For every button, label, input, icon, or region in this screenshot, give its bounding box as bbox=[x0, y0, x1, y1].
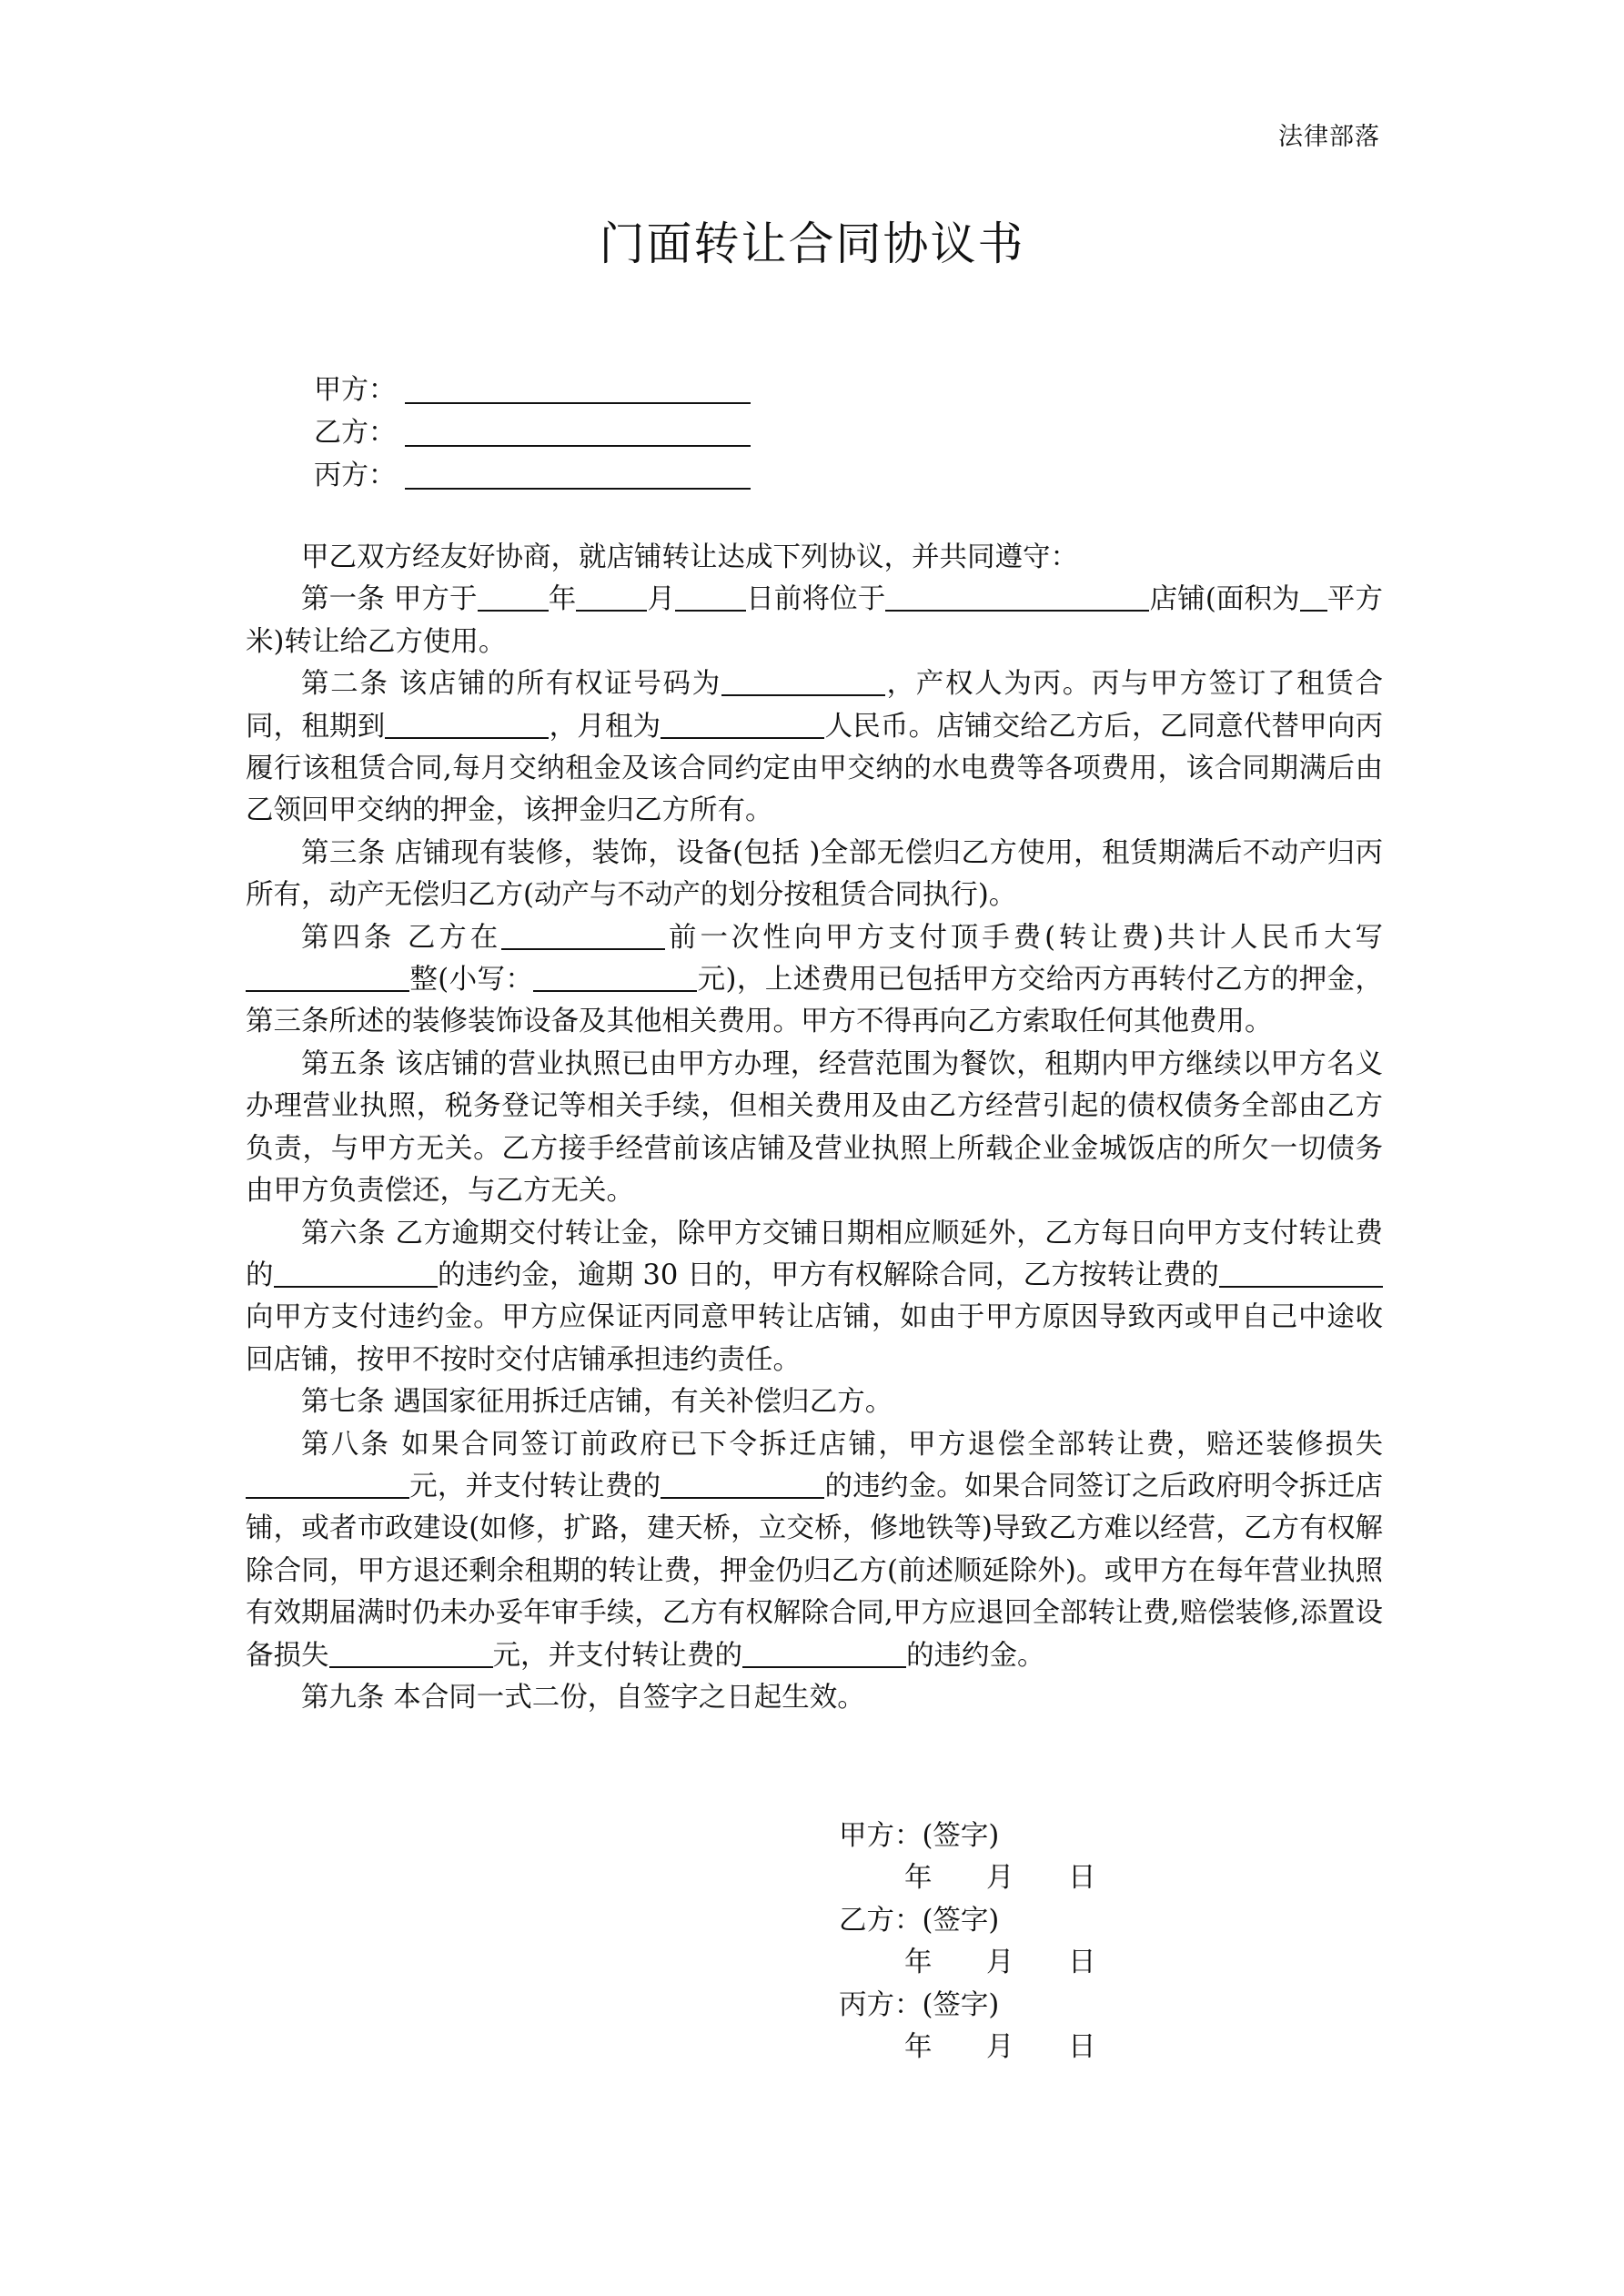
article-7: 第七条 遇国家征用拆迁店铺，有关补偿归乙方。 bbox=[301, 1386, 893, 1419]
article-8 bbox=[246, 1424, 1383, 1677]
article-8-text: 的违约金。如果合同签订之后政府明令拆迁店铺，或者市政建设(如修，扩路，建天桥，立交桥，修地铁等)导致乙方难以经营，乙方有权解除合同，甲方退还剩余租期的转让费，押金仍归乙方(前述顺延除外)。或甲方在每年营业执照有效期届满时仍未办妥年审手续，乙方有权解除合同,甲方应退回全部转让费,赔偿装修,添置设备损失 bbox=[246, 1470, 1384, 1672]
location-blank[interactable] bbox=[885, 581, 1149, 612]
party-a-blank[interactable] bbox=[405, 373, 751, 404]
contract-body bbox=[246, 537, 1383, 1719]
article-2-text: ，产权人为丙。丙与甲方签订了租赁合同，租期到 bbox=[246, 668, 1384, 743]
daily-penalty-blank[interactable] bbox=[274, 1257, 438, 1288]
year-label: 年 bbox=[904, 2031, 933, 2064]
party-c-row bbox=[314, 454, 751, 497]
party-c-label: 丙方： bbox=[314, 460, 396, 491]
payment-date-blank[interactable] bbox=[501, 919, 665, 950]
signature-block bbox=[839, 1816, 1150, 2068]
article-6-text: 向甲方支付违约金。甲方应保证丙同意甲转让店铺，如由于甲方原因导致丙或甲自己中途收回店铺，按甲不按时交付店铺承担违约责任。 bbox=[246, 1301, 1383, 1376]
article-1-text: 店铺(面积为 bbox=[1149, 583, 1300, 616]
article-1 bbox=[246, 579, 1383, 663]
article-1-text: 年 bbox=[548, 583, 577, 616]
article-4-text: 第四条 乙方在 bbox=[301, 921, 502, 954]
month-blank[interactable] bbox=[576, 581, 647, 612]
lease-end-blank[interactable] bbox=[385, 708, 549, 739]
penalty-rate-blank[interactable] bbox=[661, 1468, 824, 1499]
article-1-text: 月 bbox=[647, 583, 676, 616]
article-9: 第九条 本合同一式二份，自签字之日起生效。 bbox=[301, 1681, 865, 1714]
monthly-rent-blank[interactable] bbox=[661, 708, 824, 739]
party-c-sign-date bbox=[839, 2027, 1150, 2068]
termination-penalty-blank[interactable] bbox=[1219, 1257, 1383, 1288]
header-brand: 法律部落 bbox=[1278, 123, 1380, 151]
day-label: 日 bbox=[1068, 1862, 1096, 1895]
article-1-text: 日前将位于 bbox=[746, 583, 886, 616]
party-b-signature[interactable]: 乙方：(签字) bbox=[839, 1904, 1000, 1937]
article-2-text: 人民币。店铺交给乙方后，乙同意代替甲向丙履行该租赁合同,每月交纳租金及该合同约定由甲交纳的水电费等各项费用，该合同期满后由乙领回甲交纳的押金，该押金归乙方所有。 bbox=[246, 710, 1384, 827]
equipment-loss-blank[interactable] bbox=[329, 1637, 493, 1668]
article-6 bbox=[246, 1213, 1383, 1382]
month-label: 月 bbox=[986, 1862, 1014, 1895]
day-blank[interactable] bbox=[675, 581, 746, 612]
article-6-text: 的违约金，逾期 30 日的，甲方有权解除合同，乙方按转让费的 bbox=[437, 1259, 1220, 1291]
amount-uppercase-blank[interactable] bbox=[246, 961, 409, 992]
month-label: 月 bbox=[986, 2031, 1014, 2064]
year-blank[interactable] bbox=[478, 581, 549, 612]
certificate-number-blank[interactable] bbox=[721, 665, 885, 696]
article-5: 第五条 该店铺的营业执照已由甲方办理，经营范围为餐饮，租期内甲方继续以甲方名义办理营业执照，税务登记等相关手续，但相关费用及由乙方经营引起的债权债务全部由乙方负责，与甲方无关。乙方接手经营前该店铺及营业执照上所载企业金城饭店的所欠一切债务由甲方负责偿还，与乙方无关。 bbox=[246, 1047, 1383, 1208]
party-a-row bbox=[314, 369, 751, 411]
renovation-loss-blank[interactable] bbox=[246, 1468, 409, 1499]
day-label: 日 bbox=[1068, 1947, 1096, 1979]
party-a-label: 甲方： bbox=[314, 374, 396, 406]
article-4-text: 前一次性向甲方支付顶手费(转让费)共计人民币大写 bbox=[665, 921, 1383, 954]
area-blank[interactable] bbox=[1300, 581, 1327, 612]
party-c-signature[interactable]: 丙方：(签字) bbox=[839, 1988, 1000, 2021]
article-8-text: 的违约金。 bbox=[906, 1639, 1045, 1672]
party-c-blank[interactable] bbox=[405, 459, 751, 490]
party-b-sign-date bbox=[839, 1942, 1150, 1984]
article-4 bbox=[246, 917, 1383, 1044]
article-2-text: ，月租为 bbox=[549, 710, 661, 743]
year-label: 年 bbox=[904, 1862, 933, 1895]
month-label: 月 bbox=[986, 1947, 1014, 1979]
article-4-text: 整(小写： bbox=[409, 964, 534, 996]
article-6-text: 第六条 乙方逾期交付转让金，除甲方交铺日期相应顺延外，乙方每日向甲方支付转让费的 bbox=[246, 1217, 1383, 1291]
article-2 bbox=[246, 663, 1383, 833]
article-1-text: 第一条 甲方于 bbox=[301, 583, 478, 616]
party-b-row bbox=[314, 411, 751, 454]
article-3: 第三条 店铺现有装修，装饰，设备(包括 )全部无偿归乙方使用，租赁期满后不动产归丙所有，动产无偿归乙方(动产与不动产的划分按租赁合同执行)。 bbox=[246, 836, 1383, 912]
amount-lowercase-blank[interactable] bbox=[533, 961, 697, 992]
article-8-text: 元，并支付转让费的 bbox=[409, 1470, 661, 1502]
year-label: 年 bbox=[904, 1947, 933, 1979]
day-label: 日 bbox=[1068, 2031, 1096, 2064]
intro-paragraph: 甲乙双方经友好协商，就店铺转让达成下列协议，并共同遵守： bbox=[301, 541, 1078, 573]
article-2-text: 第二条 该店铺的所有权证号码为 bbox=[301, 668, 721, 701]
party-b-label: 乙方： bbox=[314, 417, 396, 449]
article-8-text: 第八条 如果合同签订前政府已下令拆迁店铺，甲方退偿全部转让费，赔还装修损失 bbox=[301, 1428, 1383, 1461]
party-b-blank[interactable] bbox=[405, 416, 751, 447]
party-a-sign-date bbox=[839, 1857, 1150, 1899]
article-4-text: 元)，上述费用已包括甲方交给丙方再转付乙方的押金，第三条所述的装修装饰设备及其他相关费用。甲方不得再向乙方索取任何其他费用。 bbox=[246, 964, 1383, 1038]
party-a-signature[interactable]: 甲方：(签字) bbox=[839, 1820, 1000, 1852]
document-title: 门面转让合同协议书 bbox=[599, 217, 1025, 270]
parties-block bbox=[314, 369, 751, 497]
penalty-rate-2-blank[interactable] bbox=[742, 1637, 906, 1668]
article-1-text: 平方米)转让给乙方使用。 bbox=[246, 583, 1384, 658]
article-8-text: 元，并支付转让费的 bbox=[492, 1639, 742, 1672]
